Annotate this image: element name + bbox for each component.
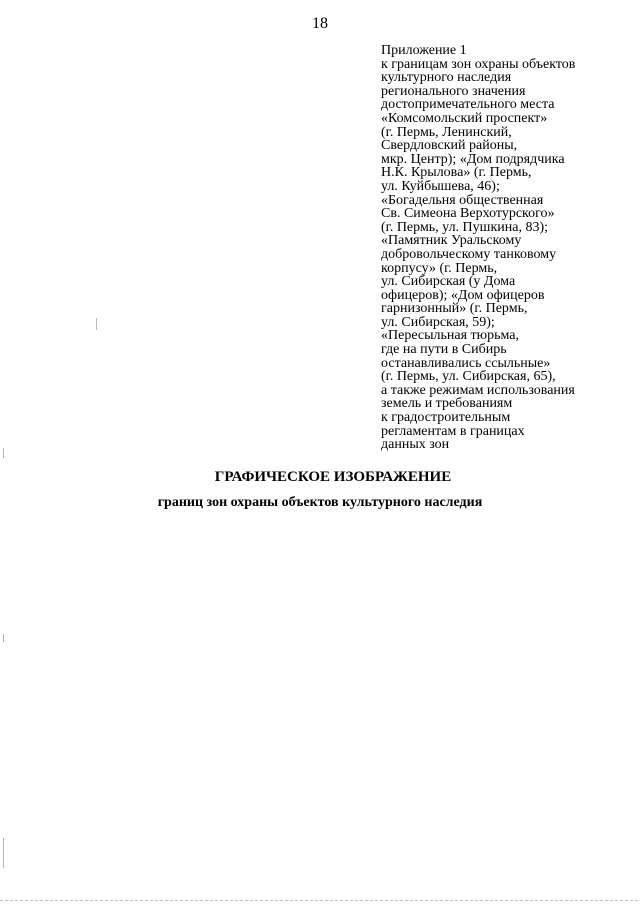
document-title-block [0,468,640,511]
scan-artifact [3,838,4,868]
appendix-line: мкр. Центр); «Дом подрядчика [381,151,565,167]
appendix-line: останавливались ссыльные» [381,355,551,371]
appendix-line: регионального значения [381,83,526,99]
appendix-line: регламентам в границах [381,423,525,439]
appendix-line: ул. Сибирская, 59); [381,314,495,330]
appendix-line: корпусу» (г. Пермь, [381,260,498,276]
appendix-line: «Богадельня общественная [381,192,544,208]
appendix-line: Свердловский районы, [381,138,518,154]
appendix-line: ул. Сибирская (у Дома [381,274,516,290]
appendix-line: достопримечательного места [381,97,555,113]
scan-bottom-edge [0,900,640,901]
appendix-line: добровольческому танковому [381,246,557,262]
appendix-line: где на пути в Сибирь [381,342,507,358]
scan-artifact [3,634,4,642]
appendix-line: Св. Симеона Верхотурского» [381,206,555,222]
appendix-line: «Комсомольский проспект» [381,110,548,126]
appendix-line: «Пересыльная тюрьма, [381,328,519,344]
appendix-line: Н.К. Крылова» (г. Пермь, [381,165,532,181]
appendix-line: Приложение 1 [381,43,467,58]
appendix-line: (г. Пермь, Ленинский, [381,124,512,140]
scan-artifact [3,448,4,458]
appendix-line: культурного наследия [381,70,512,86]
appendix-line: земель и требованиям [381,396,513,412]
appendix-line: офицеров); «Дом офицеров [381,287,545,303]
appendix-line: (г. Пермь, ул. Пушкина, 83); [381,219,548,235]
appendix-line: к градостроительным [381,410,511,426]
appendix-line: данных зон [381,437,450,453]
appendix-line: «Памятник Уральскому [381,233,522,249]
scan-artifact [96,318,97,330]
appendix-line: а также режимам использования [381,382,575,398]
appendix-line: к границам зон охраны объектов [381,56,576,72]
document-subtitle: границ зон охраны объектов культурного наследия [157,495,483,510]
appendix-line: ул. Куйбышева, 46); [381,178,500,194]
appendix-line: гарнизонный» (г. Пермь, [381,301,528,317]
appendix-heading-block [381,44,631,452]
document-title: ГРАФИЧЕСКОЕ ИЗОБРАЖЕНИЕ [214,469,452,485]
appendix-line: (г. Пермь, ул. Сибирская, 65), [381,369,556,385]
page-number: 18 [312,15,328,32]
